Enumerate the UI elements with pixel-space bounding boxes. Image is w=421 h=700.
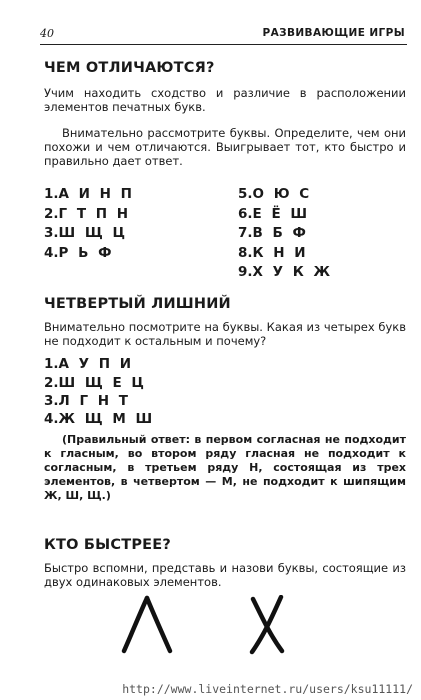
letter-item: 9.Х У К Ж [238, 264, 333, 280]
letter-item: 2.Г Т П Н [44, 206, 131, 222]
letter-item: 7.В Б Ф [238, 225, 309, 241]
section-title-differences: ЧЕМ ОТЛИЧАЮТСЯ? [44, 60, 215, 76]
section2-instruction: Внимательно посмотрите на буквы. Какая из четырех букв не подходит к остальным и почему? [44, 320, 406, 348]
header-rule [40, 44, 407, 45]
letter-item: 4.Ж Щ М Ш [44, 411, 155, 427]
letter-item: 5.О Ю С [238, 186, 312, 202]
lambda-shape [124, 598, 170, 651]
letter-elements-illustration [110, 595, 310, 655]
letter-item: 4.Р Ь Ф [44, 245, 115, 261]
lambda-right-stroke [147, 598, 170, 651]
letter-item: 8.К Н И [238, 245, 309, 261]
watermark: http://www.liveinternet.ru/users/ksu11111/ [122, 682, 413, 696]
section-title-who-is-faster: КТО БЫСТРЕЕ? [44, 537, 171, 553]
section3-instruction: Быстро вспомни, представь и назови буквы, состоящие из двух одинаковых элементов. [44, 561, 406, 589]
section1-intro: Учим находить сходство и различие в расположении элементов печатных букв. [44, 86, 406, 114]
section1-instruction: Внимательно рассмотрите буквы. Определите, чем они похожи и чем отличаются. Выигрывает тот, кто быстро и правильно дает ответ. [44, 126, 406, 168]
letter-item: 3.Л Г Н Т [44, 393, 131, 409]
letter-item: 1.А И Н П [44, 186, 135, 202]
letter-item: 3.Ш Щ Ц [44, 225, 128, 241]
letter-item: 1.А У П И [44, 356, 134, 372]
letter-item: 2.Ш Щ Е Ц [44, 375, 147, 391]
answer-text: (Правильный ответ: в первом согласная не подходит к гласным, во втором ряду гласная не подходит к согласным, в третьем ряду Н, состоящая из трех элементов, в четвертом — М, не подходит к шипящим Ж, Ш, Щ.) [44, 433, 406, 502]
letter-item: 6.Е Ё Ш [238, 206, 310, 222]
page-number: 40 [40, 27, 54, 40]
section-title-odd-one-out: ЧЕТВЕРТЫЙ ЛИШНИЙ [44, 296, 231, 312]
x-shape [252, 597, 282, 652]
lambda-left-stroke [124, 598, 147, 651]
running-title: РАЗВИВАЮЩИЕ ИГРЫ [262, 27, 405, 39]
